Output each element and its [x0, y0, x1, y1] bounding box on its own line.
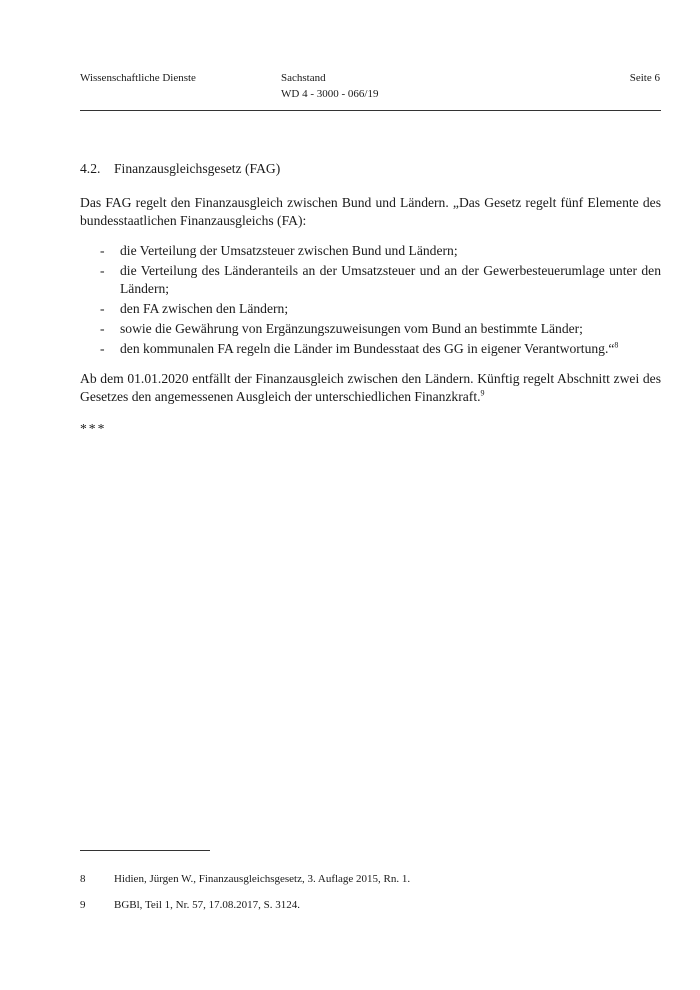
list-item — [80, 242, 661, 260]
header-doc-type: Sachstand — [281, 72, 326, 84]
list-item-text: die Verteilung der Umsatzsteuer zwischen Bund und Ländern; — [120, 243, 458, 258]
intro-paragraph: Das FAG regelt den Finanzausgleich zwischen Bund und Ländern. „Das Gesetz regelt fünf Elemente des bundesstaatlichen Finanzausgleichs (FA): — [80, 195, 661, 228]
list-dash: - — [100, 341, 105, 356]
header-page-number: Seite 6 — [629, 72, 660, 84]
list-item-text: sowie die Gewährung von Ergänzungszuweisungen vom Bund an bestimmte Länder; — [120, 321, 583, 336]
list-item-text: die Verteilung des Länderanteils an der Umsatzsteuer und an der Gewerbesteuerumlage unter den Ländern; — [120, 263, 661, 296]
footnote-text: BGBl, Teil 1, Nr. 57, 17.08.2017, S. 3124. — [114, 899, 301, 911]
header-doc-id: WD 4 - 3000 - 066/19 — [281, 88, 379, 100]
main-content — [80, 160, 661, 438]
header-doc-info — [281, 70, 378, 102]
footnote-ref-8[interactable]: 8 — [614, 340, 619, 350]
footnote-rule — [80, 850, 210, 851]
header-rule — [80, 110, 661, 111]
footnote — [80, 898, 300, 912]
list-item-text: den FA zwischen den Ländern; — [120, 301, 289, 316]
closing-paragraph — [80, 370, 661, 406]
header-org: Wissenschaftliche Dienste — [80, 72, 196, 84]
section-number: 4.2. — [80, 161, 101, 176]
list-dash: - — [100, 301, 105, 316]
footnote-number: 8 — [80, 873, 86, 885]
list-item — [80, 262, 661, 298]
footnote-ref-9[interactable]: 9 — [480, 388, 485, 398]
list-dash: - — [100, 243, 105, 258]
list-dash: - — [100, 321, 105, 336]
footnote-text: Hidien, Jürgen W., Finanzausgleichsgesetz, 3. Auflage 2015, Rn. 1. — [114, 873, 411, 885]
list-item — [80, 320, 661, 338]
section-heading — [80, 160, 661, 178]
footnote — [80, 872, 410, 886]
list-dash: - — [100, 263, 105, 278]
closing-text: Ab dem 01.01.2020 entfällt der Finanzausgleich zwischen den Ländern. Künftig regelt Abschnitt zwei des Gesetzes den angemessenen Ausgleich der unterschiedlichen Finanzkraft. — [80, 371, 661, 404]
section-title: Finanzausgleichsgesetz (FAG) — [114, 161, 281, 176]
list-item — [80, 300, 661, 318]
section-separator: *** — [80, 421, 107, 436]
list-item — [80, 340, 661, 358]
element-list — [80, 242, 661, 358]
list-item-text: den kommunalen FA regeln die Länder im Bundesstaat des GG in eigener Verantwortung.“ — [120, 341, 615, 356]
footnote-number: 9 — [80, 899, 86, 911]
